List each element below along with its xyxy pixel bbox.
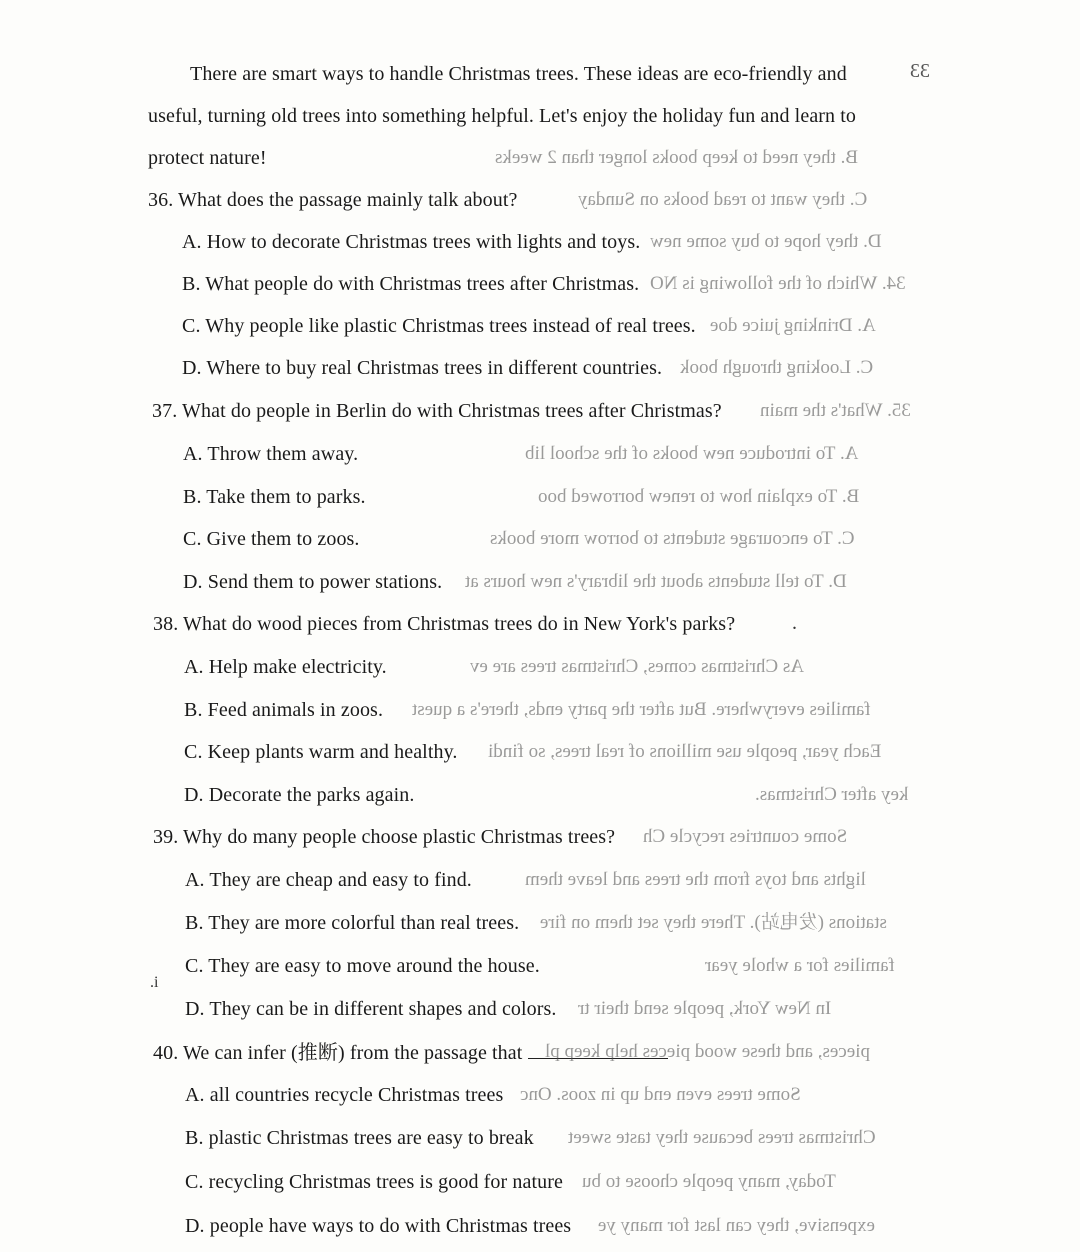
question-38-stem: 38. What do wood pieces from Christmas trees do in New York's parks?: [153, 613, 736, 635]
bleed-through-line: Today, many people choose to bu: [582, 1171, 836, 1192]
question-38-option-b: B. Feed animals in zoos.: [184, 699, 384, 721]
page-number: 33: [910, 60, 930, 82]
question-40-option-a: A. all countries recycle Christmas trees: [185, 1084, 504, 1106]
bleed-through-line: Christmas trees because they taste sweet: [568, 1127, 876, 1148]
bleed-through-line: 34. Which of the following is NO: [650, 273, 906, 294]
bleed-through-line: lights and toys from the trees and leave them: [525, 869, 866, 890]
bleed-through-line: D. they hope to buy some new: [650, 231, 882, 252]
question-36-option-a: A. How to decorate Christmas trees with lights and toys.: [182, 231, 641, 253]
bleed-through-line: A. Drinking juice doe: [710, 315, 876, 336]
question-37-option-d: D. Send them to power stations.: [183, 571, 443, 593]
bleed-through-line: families for a whole year: [705, 955, 895, 976]
question-38-option-c: C. Keep plants warm and healthy.: [184, 741, 458, 763]
bleed-through-line: As Christmas comes, Christmas trees are ev: [470, 656, 805, 677]
bleed-through-line: In New York, people send their tr: [578, 998, 832, 1019]
bleed-through-line: A. To introduce new books of the school lib: [525, 443, 859, 464]
question-37-option-c: C. Give them to zoos.: [183, 528, 360, 550]
question-39-option-b: B. They are more colorful than real trees.: [185, 912, 520, 934]
passage-line-3: protect nature!: [148, 147, 267, 169]
bleed-through-line: C. To encourage students to borrow more books: [490, 528, 855, 549]
question-39-option-a: A. They are cheap and easy to find.: [185, 869, 472, 891]
question-39-stem: 39. Why do many people choose plastic Christmas trees?: [153, 826, 616, 848]
question-37-stem: 37. What do people in Berlin do with Christmas trees after Christmas?: [152, 400, 722, 422]
question-37-option-a: A. Throw them away.: [183, 443, 359, 465]
margin-mark: .i: [150, 974, 159, 991]
question-40-option-d: D. people have ways to do with Christmas trees: [185, 1215, 572, 1237]
passage-line-1: There are smart ways to handle Christmas trees. These ideas are eco-friendly and: [190, 63, 847, 85]
bleed-through-line: expensive, they can last for many ye: [598, 1215, 875, 1236]
stray-mark: .: [792, 612, 797, 634]
bleed-through-line: 35. What's the main: [760, 400, 911, 421]
bleed-through-line: pieces, and these wood pieces help keep pl: [545, 1041, 870, 1062]
bleed-through-line: Some countries recycle Ch: [643, 826, 848, 847]
bleed-through-line: B. they need to keep books longer than 2 weeks: [495, 147, 859, 168]
bleed-through-line: stations (发电站). There they set them on fire: [540, 912, 887, 933]
question-39-option-c: C. They are easy to move around the house.: [185, 955, 540, 977]
question-40-stem-text: 40. We can infer (推断) from the passage that: [153, 1042, 523, 1064]
bleed-through-line: D. To tell students about the library's new hours at: [465, 571, 847, 592]
bleed-through-line: key after Christmas.: [755, 784, 909, 805]
bleed-through-line: C. Looking through book: [680, 357, 874, 378]
question-36-stem: 36. What does the passage mainly talk about?: [148, 189, 518, 211]
question-40-option-c: C. recycling Christmas trees is good for nature: [185, 1171, 563, 1193]
bleed-through-line: Each year, people use millions of real trees, so findi: [488, 741, 882, 762]
question-38-option-d: D. Decorate the parks again.: [184, 784, 415, 806]
bleed-through-line: Some trees even end up in zoos. Onc: [520, 1084, 801, 1105]
question-40-option-b: B. plastic Christmas trees are easy to break: [185, 1127, 534, 1149]
question-38-option-a: A. Help make electricity.: [184, 656, 387, 678]
question-36-option-c: C. Why people like plastic Christmas trees instead of real trees.: [182, 315, 696, 337]
question-37-option-b: B. Take them to parks.: [183, 486, 366, 508]
bleed-through-line: C. they want to read books on Sunday: [578, 189, 868, 210]
question-39-option-d: D. They can be in different shapes and colors.: [185, 998, 557, 1020]
bleed-through-line: families everywhere. But after the party ends, there's a quest: [412, 699, 871, 720]
bleed-through-line: B. To explain how to renew borrowed boo: [538, 486, 860, 507]
passage-line-2: useful, turning old trees into something helpful. Let's enjoy the holiday fun and learn to: [148, 105, 857, 127]
question-36-option-d: D. Where to buy real Christmas trees in different countries.: [182, 357, 663, 379]
question-36-option-b: B. What people do with Christmas trees after Christmas.: [182, 273, 640, 295]
